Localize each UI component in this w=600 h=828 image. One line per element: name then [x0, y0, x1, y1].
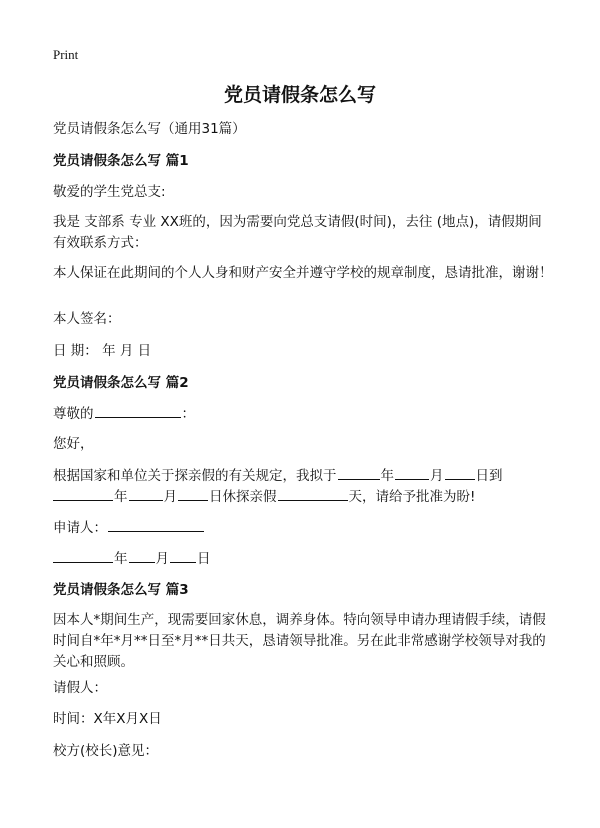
section1-body2: 本人保证在此期间的个人人身和财产安全并遵守学校的规章制度，恳请批准，谢谢！	[53, 265, 553, 281]
start-month-blank	[395, 465, 429, 480]
page-title: 党员请假条怎么写	[223, 84, 376, 106]
end-month-blank	[129, 486, 163, 501]
sign-day-blank	[170, 548, 196, 563]
day-to-label: 日到	[475, 468, 503, 484]
end-day-blank	[178, 486, 208, 501]
section1-body1: 我是 支部系 专业 XX班的，因为需要向党总支请假(时间)，去往 (地点)，请假期间有效联系方式：	[53, 214, 542, 251]
section2-heading: 党员请假条怎么写 篇2	[53, 375, 189, 391]
section3-heading: 党员请假条怎么写 篇3	[53, 582, 189, 598]
end-year-blank	[53, 486, 113, 501]
sign-year-blank	[53, 548, 113, 563]
section2-greeting	[53, 403, 195, 425]
days-blank	[278, 486, 348, 501]
section1-date: 日 期： 年 月 日	[53, 343, 152, 359]
section2-date	[53, 548, 211, 570]
month-label: 月	[163, 489, 177, 505]
section2-applicant	[53, 517, 205, 539]
applicant-blank	[108, 517, 204, 532]
section2-body-line2	[53, 486, 475, 508]
section1-signature: 本人签名：	[53, 311, 121, 327]
year-label: 年	[114, 551, 128, 567]
year-label: 年	[380, 468, 394, 484]
section2-hello: 您好，	[53, 436, 94, 452]
year-label: 年	[114, 489, 128, 505]
section3-requester: 请假人：	[53, 680, 107, 696]
start-day-blank	[445, 465, 475, 480]
day-rest-label: 日休探亲假	[209, 489, 277, 505]
month-label: 月	[155, 551, 169, 567]
print-label: Print	[53, 47, 79, 62]
section1-greeting: 敬爱的学生党总支:	[53, 184, 166, 200]
month-label: 月	[430, 468, 444, 484]
section3-opinion: 校方(校长)意见：	[53, 743, 159, 759]
section3-time: 时间：X年X月X日	[53, 711, 162, 727]
section3-body: 因本人*期间生产，现需要回家休息，调养身体。特向领导申请办理请假手续，请假时间自*年*月**日至*月**日共天，恳请领导批准。另在此非常感谢学校领导对我的关心和照顾。	[53, 612, 546, 670]
subtitle: 党员请假条怎么写（通用31篇）	[53, 121, 246, 137]
start-year-blank	[338, 465, 380, 480]
applicant-label: 申请人：	[53, 520, 107, 536]
greeting-prefix: 尊敬的	[53, 406, 94, 422]
recipient-blank	[95, 403, 181, 418]
day-label: 日	[197, 551, 211, 567]
section2-body-line1	[53, 465, 503, 487]
greeting-suffix: ：	[181, 406, 195, 422]
body-text: 根据国家和单位关于探亲假的有关规定，我拟于	[53, 468, 337, 484]
sign-month-blank	[129, 548, 155, 563]
section1-heading: 党员请假条怎么写 篇1	[53, 153, 189, 169]
days-suffix: 天，请给予批准为盼!	[348, 489, 476, 505]
